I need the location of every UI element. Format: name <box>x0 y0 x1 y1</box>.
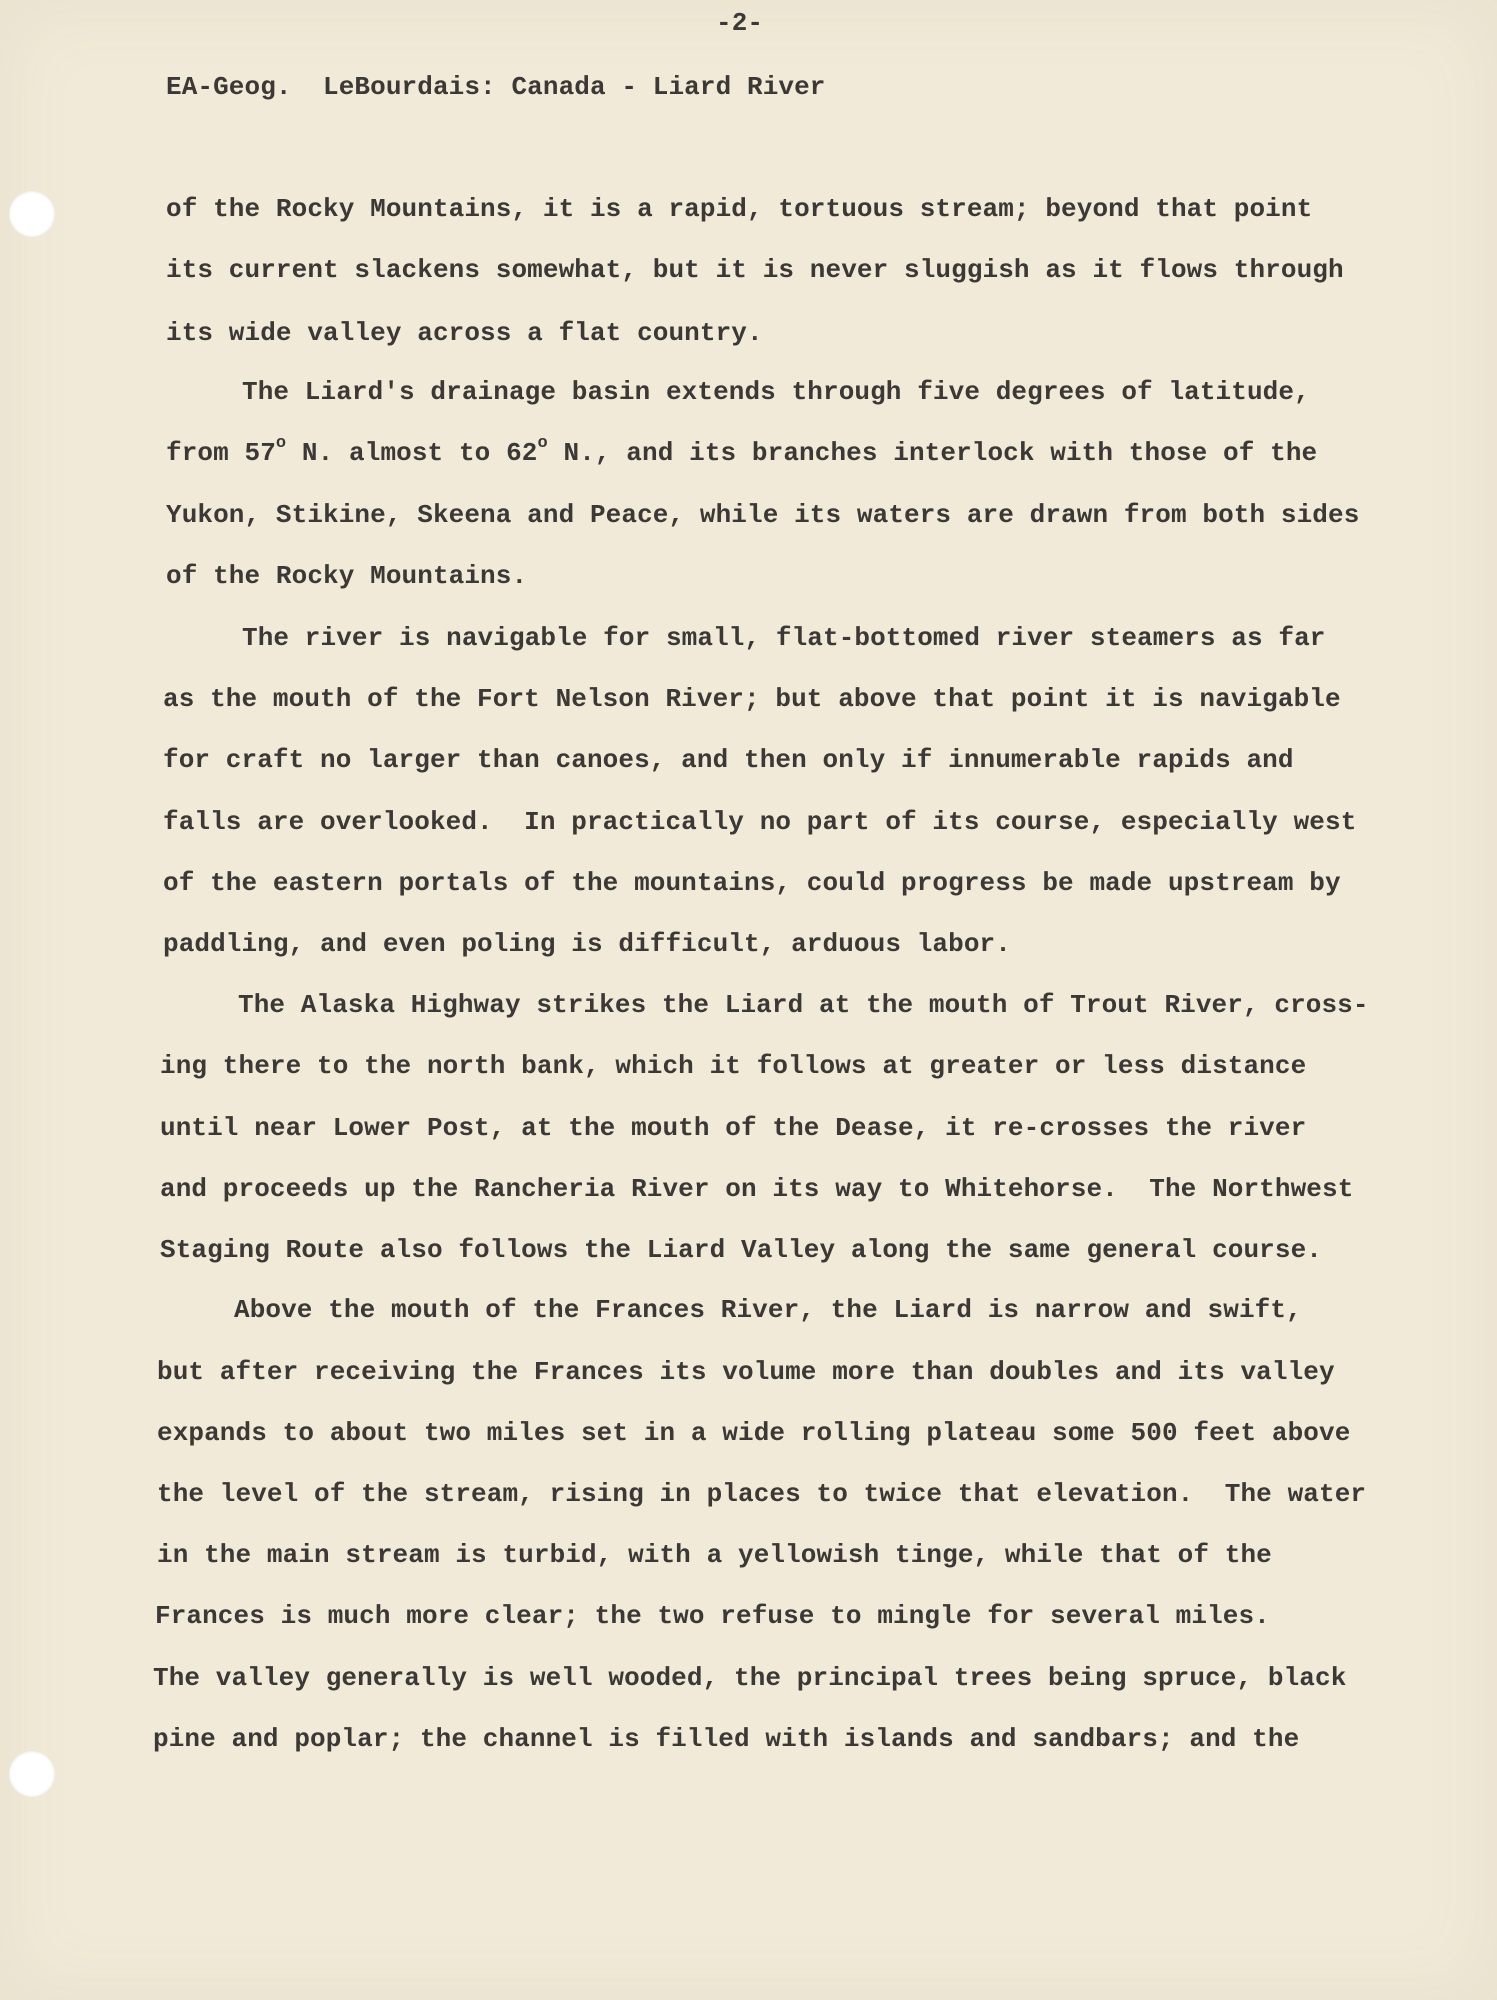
body-line: of the eastern portals of the mountains, could progress be made upstream by <box>163 868 1341 898</box>
page-number: -2- <box>716 8 764 38</box>
body-line: The river is navigable for small, flat-bottomed river steamers as far <box>242 623 1326 653</box>
degree-symbol: o <box>537 434 548 454</box>
body-line: in the main stream is turbid, with a yellowish tinge, while that of the <box>157 1540 1272 1570</box>
body-line: until near Lower Post, at the mouth of the Dease, it re-crosses the river <box>160 1113 1307 1143</box>
body-line: The valley generally is well wooded, the principal trees being spruce, black <box>153 1663 1347 1693</box>
body-line: expands to about two miles set in a wide rolling plateau some 500 feet above <box>157 1418 1351 1448</box>
body-line: of the Rocky Mountains. <box>166 561 528 591</box>
body-line: paddling, and even poling is difficult, arduous labor. <box>163 929 1011 959</box>
body-line: ing there to the north bank, which it follows at greater or less distance <box>160 1051 1307 1081</box>
body-line: the level of the stream, rising in places to twice that elevation. The water <box>157 1479 1367 1509</box>
latitude-line <box>166 434 1318 468</box>
body-line: Above the mouth of the Frances River, the Liard is narrow and swift, <box>234 1295 1302 1325</box>
body-line: falls are overlooked. In practically no part of its course, especially west <box>163 807 1357 837</box>
latitude-text-start: from 57 <box>166 438 276 468</box>
body-line: for craft no larger than canoes, and then only if innumerable rapids and <box>163 745 1294 775</box>
body-line: of the Rocky Mountains, it is a rapid, tortuous stream; beyond that point <box>166 194 1313 224</box>
body-line: Frances is much more clear; the two refuse to mingle for several miles. <box>155 1601 1270 1631</box>
body-line: Staging Route also follows the Liard Valley along the same general course. <box>160 1235 1322 1265</box>
body-line: its wide valley across a flat country. <box>166 318 763 348</box>
body-line: and proceeds up the Rancheria River on its way to Whitehorse. The Northwest <box>160 1174 1354 1204</box>
latitude-text-end: N., and its branches interlock with those of the <box>547 438 1318 468</box>
body-line: The Alaska Highway strikes the Liard at the mouth of Trout River, cross- <box>238 990 1369 1020</box>
body-line: its current slackens somewhat, but it is never sluggish as it flows through <box>166 255 1344 285</box>
latitude-text-middle: N. almost to 62 <box>286 438 538 468</box>
body-line: pine and poplar; the channel is filled with islands and sandbars; and the <box>153 1724 1300 1754</box>
body-line: The Liard's drainage basin extends through five degrees of latitude, <box>242 377 1310 407</box>
body-line: Yukon, Stikine, Skeena and Peace, while its waters are drawn from both sides <box>166 500 1360 530</box>
punch-hole-bottom <box>9 1751 55 1797</box>
document-header: EA-Geog. LeBourdais: Canada - Liard River <box>166 72 826 102</box>
body-line: but after receiving the Frances its volume more than doubles and its valley <box>157 1357 1335 1387</box>
punch-hole-top <box>9 191 55 237</box>
degree-symbol: o <box>275 434 287 454</box>
body-line: as the mouth of the Fort Nelson River; but above that point it is navigable <box>163 684 1341 714</box>
